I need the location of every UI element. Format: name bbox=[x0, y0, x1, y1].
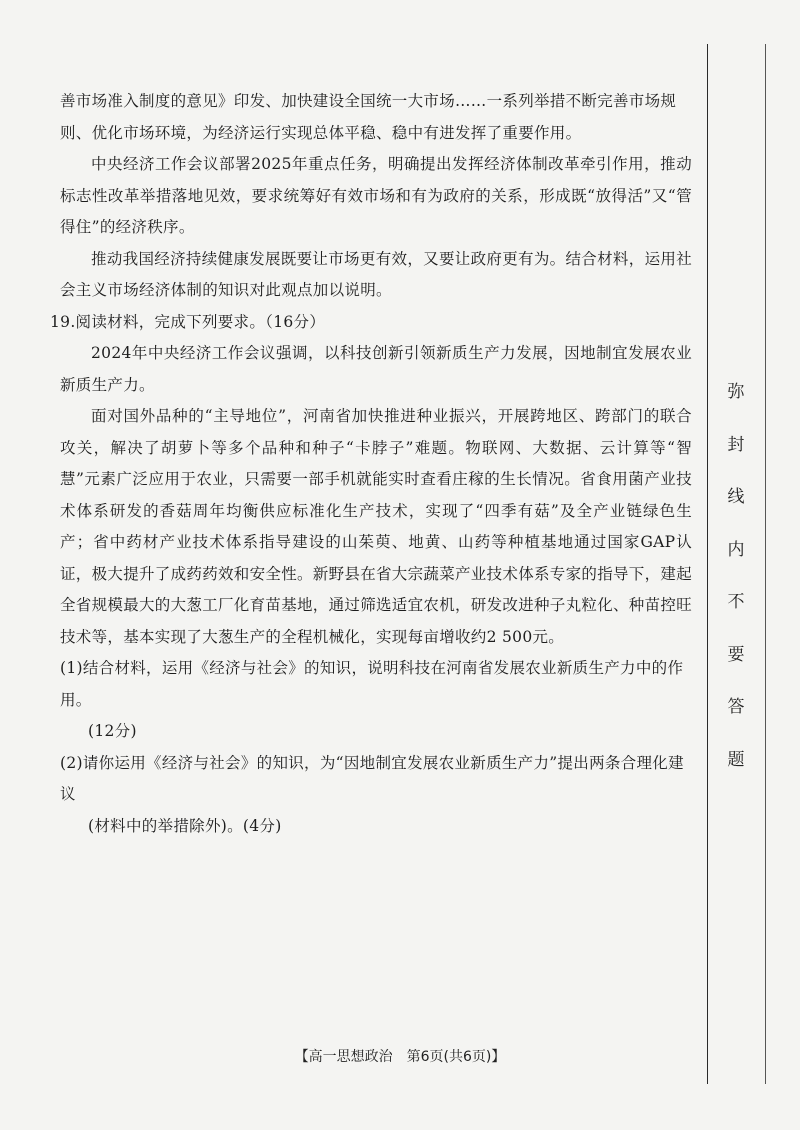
question-19-subquestion-1: (1)结合材料，运用《经济与社会》的知识，说明科技在河南省发展农业新质生产力中的作用。 bbox=[60, 659, 684, 709]
page-border-line bbox=[765, 44, 766, 1084]
page-content bbox=[50, 86, 693, 842]
material-paragraph-2: 中央经济工作会议部署2025年重点任务，明确提出发挥经济体制改革牵引作用，推动标志性改革举措落地见效，要求统筹好有效市场和有为政府的关系，形成既“放得活”又“管得住”的经济秩序。 bbox=[60, 155, 692, 236]
seal-char: 弥 bbox=[727, 382, 745, 402]
seal-line bbox=[707, 44, 708, 1084]
seal-char: 不 bbox=[727, 592, 745, 612]
seal-char: 内 bbox=[727, 539, 745, 560]
material-paragraph-1-line-1: 善市场准入制度的意见》印发、加快建设全国统一大市场……一系列举措不断完善市场规 bbox=[60, 92, 677, 110]
material-paragraph-1-line-2: 则、优化市场环境，为经济运行实现总体平稳、稳中有进发挥了重要作用。 bbox=[60, 123, 582, 142]
question-19-subquestion-1-score: (12分) bbox=[88, 722, 137, 740]
page-footer: 【高一思想政治 第6页(共6页)】 bbox=[294, 1049, 506, 1065]
question-19-material-1: 2024年中央经济工作会议强调，以科技创新引领新质生产力发展，因地制宜发展农业新质生产力。 bbox=[60, 344, 692, 394]
question-prompt-18: 推动我国经济持续健康发展既要让市场更有效，又要让政府更有为。结合材料，运用社会主义市场经济体制的知识对此观点加以说明。 bbox=[60, 249, 692, 299]
question-19-subquestion-2-continued: (材料中的举措除外)。(4分) bbox=[88, 816, 282, 835]
question-19-material-2: 面对国外品种的“主导地位”，河南省加快推进种业振兴，开展跨地区、跨部门的联合攻关，解决了胡萝卜等多个品种和种子“卡脖子”难题。物联网、大数据、云计算等“智慧”元素广泛应用于农业，只需要一部手机就能实时查看庄稼的生长情况。省食用菌产业技术体系研发的香菇周年均衡供应标准化生产技术，实现了“四季有菇”及全产业链绿色生产；省中药材产业技术体系指导建设的山茱萸、地黄、山药等种植基地通过国家GAP认证，极大提升了成药药效和安全性。新野县在省大宗蔬菜产业技术体系专家的指导下，建起全省规模最大的大葱工厂化育苗基地，通过筛选适宜农机，研发改进种子丸粒化、种苗控旺技术等，基本实现了大葱生产的全程机械化，实现每亩增收约2 500元。 bbox=[60, 407, 693, 646]
question-19-heading: 19.阅读材料，完成下列要求。（16分） bbox=[50, 312, 326, 331]
seal-char: 题 bbox=[727, 749, 745, 770]
seal-char: 答 bbox=[727, 697, 745, 717]
seal-char: 要 bbox=[727, 644, 745, 665]
question-19-subquestion-2: (2)请你运用《经济与社会》的知识，为“因地制宜发展农业新质生产力”提出两条合理化建议 bbox=[60, 753, 684, 803]
seal-char: 封 bbox=[727, 434, 745, 455]
seal-line-notice bbox=[716, 380, 756, 800]
seal-char: 线 bbox=[727, 487, 745, 507]
